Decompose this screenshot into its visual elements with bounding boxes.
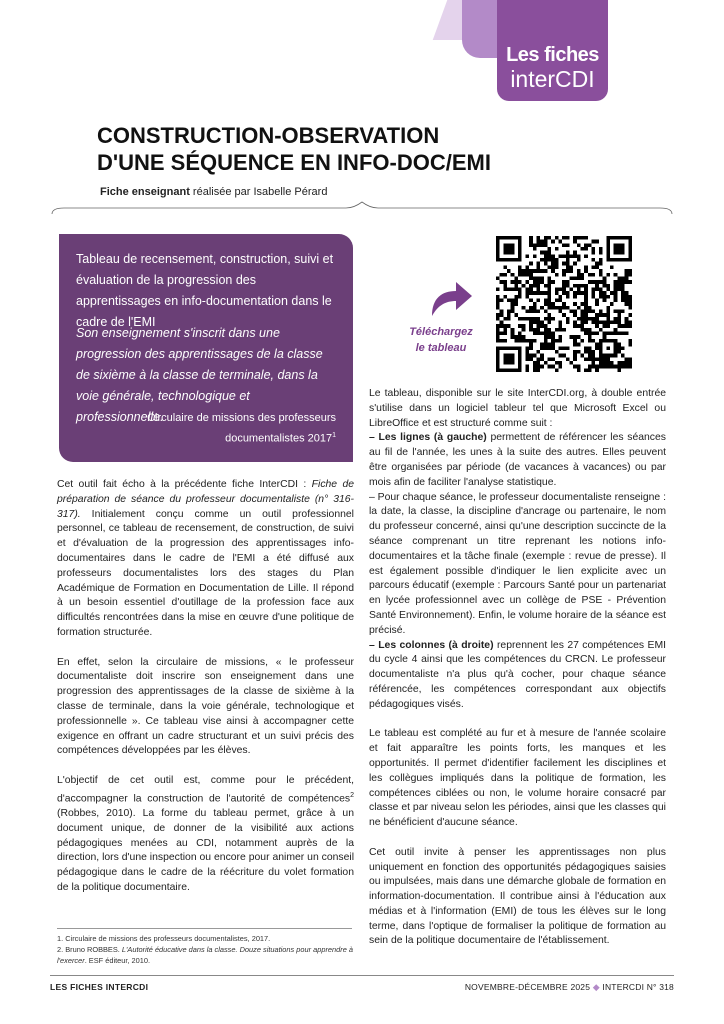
brand-line1: Les fiches (506, 44, 599, 66)
brand-line2: interCDI (510, 66, 595, 92)
left-p3-a: L'objectif de cet outil est, comme pour le précédent, d'accompagner la construction de l'autorité de compétences (57, 774, 354, 805)
right-column (369, 387, 666, 964)
footer-series: LES FICHES INTERCDI (50, 982, 149, 992)
footer-date: NOVEMBRE-DÉCEMBRE 2025 (464, 982, 591, 992)
brand-badge (497, 0, 608, 101)
byline (100, 186, 327, 198)
footer-issue-number: INTERCDI N° 318 (602, 982, 674, 992)
download-label[interactable] (397, 324, 485, 356)
left-p1-ref: Fiche de préparation de séance du professeur documentaliste (n° 316-317). (57, 479, 355, 520)
curved-arrow-icon (428, 278, 474, 318)
byline-author: réalisée par Isabelle Pérard (189, 186, 328, 198)
intro-heading: Tableau de recensement, construction, suivi et évaluation de la progression des apprentissages en info-documentation dans le cadre de l'EMI (76, 252, 334, 329)
qr-code-icon[interactable] (495, 236, 633, 372)
footnote-2-b: . ESF éditeur, 2010. (84, 956, 151, 965)
left-paragraph-2: En effet, selon la circulaire de missions, « le professeur documentaliste doit inscrire son enseignement dans une progression des apprentissages de la classe de sixième à la classe de terminale, dans la voie générale, technologique et professionnelle ». Ce tableau vise ainsi à accompagner cette exigence en offrant un cadre structurant et un suivi précis des compétences développées par les élèves. (57, 656, 354, 757)
right-lines-item (369, 431, 666, 490)
footnotes (57, 933, 357, 966)
right-cols-item (369, 639, 666, 713)
left-column (57, 478, 354, 911)
left-paragraph-1 (57, 478, 354, 641)
left-paragraph-3 (57, 774, 354, 896)
footnote-2 (57, 944, 357, 966)
intro-source-text: Circulaire de missions des professeurs documentalistes 2017 (147, 412, 336, 445)
right-lines-label: – Les lignes (à gauche) (369, 432, 487, 444)
left-p3-b: (Robbes, 2010). La forme du tableau permet, grâce à un document unique, de donner de la visibilité aux actions pédagogiques menées au CDI, notamment auprès de la direction, lors d'une inspection ou encore pour animer un conseil pédagogique dans le cadre de la réécriture du volet formation de la politique documentaire. (57, 808, 354, 893)
right-paragraph-3: Cet outil invite à penser les apprentissages non plus uniquement en fonction des opportunités pédagogiques saisies ou impulsées, mais dans une démarche globale de formation en information-documentation. Il contribue ainsi à l'éducation aux médias et à l'information (EMI) de tous les élèves sur le long terme, dans l'optique de formaliser la politique de formation au sein de la politique documentaire de l'établissement. (369, 846, 666, 947)
right-paragraph-1: Le tableau, disponible sur le site InterCDI.org, à double entrée s'utilise dans un logiciel tableur tel que Microsoft Excel ou LibreOffice et est structuré comme suit : (369, 388, 666, 429)
right-cols-text: reprennent les 27 compétences EMI du cycle 4 ainsi que les compétences du CRCN. Le professeur documentaliste n'a plus qu'à cocher, pour chaque séance référencée, les compétences correspondant aux objectifs pédagogiques visés. (369, 639, 666, 710)
footnote-2-title: L'Autorité éducative dans la classe. Douze situations pour apprendre à l'exercer (57, 945, 353, 965)
right-lines-text: permettent de référencer les séances au fil de l'année, les unes à la suite des autres. Elles peuvent être organisées par période (de vacances à vacances) ou par mois afin de faciliter l'analyse statistique. (369, 432, 666, 488)
footnote-rule (57, 928, 352, 929)
footer-issue (465, 982, 674, 993)
intro-quote: Son enseignement s'inscrit dans une progression des apprentissages de la classe de sixième à la classe de terminale, dans la voie générale, technologique et professionnelle. (76, 326, 323, 424)
qr-code-graphic (495, 236, 633, 372)
title-line2: D'UNE SÉQUENCE EN INFO-DOC/EMI (97, 150, 491, 175)
footnote-1: 1. Circulaire de missions des professeurs documentalistes, 2017. (57, 934, 271, 943)
download-label-line1: Téléchargez (409, 326, 473, 338)
diamond-icon: ◆ (592, 982, 600, 992)
intro-source (106, 410, 336, 448)
intro-source-note: 1 (332, 432, 336, 439)
page-title (97, 122, 617, 176)
footnote-2-a: 2. Bruno ROBBES. (57, 945, 122, 954)
footer-rule (50, 975, 674, 976)
title-line1: CONSTRUCTION-OBSERVATION (97, 123, 440, 148)
download-label-line2: le tableau (415, 342, 467, 354)
left-p1-a: Cet outil fait écho à la précédente fiche InterCDI : (57, 479, 312, 490)
title-divider (50, 198, 674, 218)
left-p3-note: 2 (350, 791, 354, 799)
intro-box (59, 234, 353, 462)
byline-label: Fiche enseignant (100, 186, 190, 198)
left-p1-b: Initialement conçu comme un outil professionnel personnel, ce tableau de recensement, de construction, de suivi et d'évaluation de la progression des apprentissages info-documentaires dans le cadre de l'EMI a été diffusé aux professeurs documentalistes lors des stages du Plan Académique de Formation en Documentation de Lille. Il répond à un besoin essentiel d'outillage de la profession face aux difficultés rencontrées dans la mise en œuvre d'une politique de formation structurée. (57, 508, 354, 638)
right-cols-label: – Les colonnes (à droite) (369, 639, 494, 651)
right-paragraph-2: Le tableau est complété au fur et à mesure de l'année scolaire et fait apparaître les points forts, les manques et les opportunités. Il permet d'identifier facilement les disciplines et les collègues impliqués dans la politique de formation, les compétences ciblées ou non, le volume horaire consacré par classe et par niveau selon les périodes, ainsi que les classes qui ne bénéficient d'aucune séance. (369, 728, 666, 829)
right-seance-item: – Pour chaque séance, le professeur documentaliste renseigne : la date, la classe, la discipline d'ancrage ou partenaire, le nom du professeur concerné, ainsi qu'une description succincte de la séance comprenant un titre reprenant les notions info-documentaires et la tâche finale (exemple : revue de presse). Il est également possible d'indiquer le lien explicite avec un parcours éducatif (exemple : Parcours Santé pour un partenariat en lycée professionnel avec un collège de PSE - Prévention Santé Environnement). Enfin, le volume horaire de la séance est précisé. (369, 491, 666, 636)
